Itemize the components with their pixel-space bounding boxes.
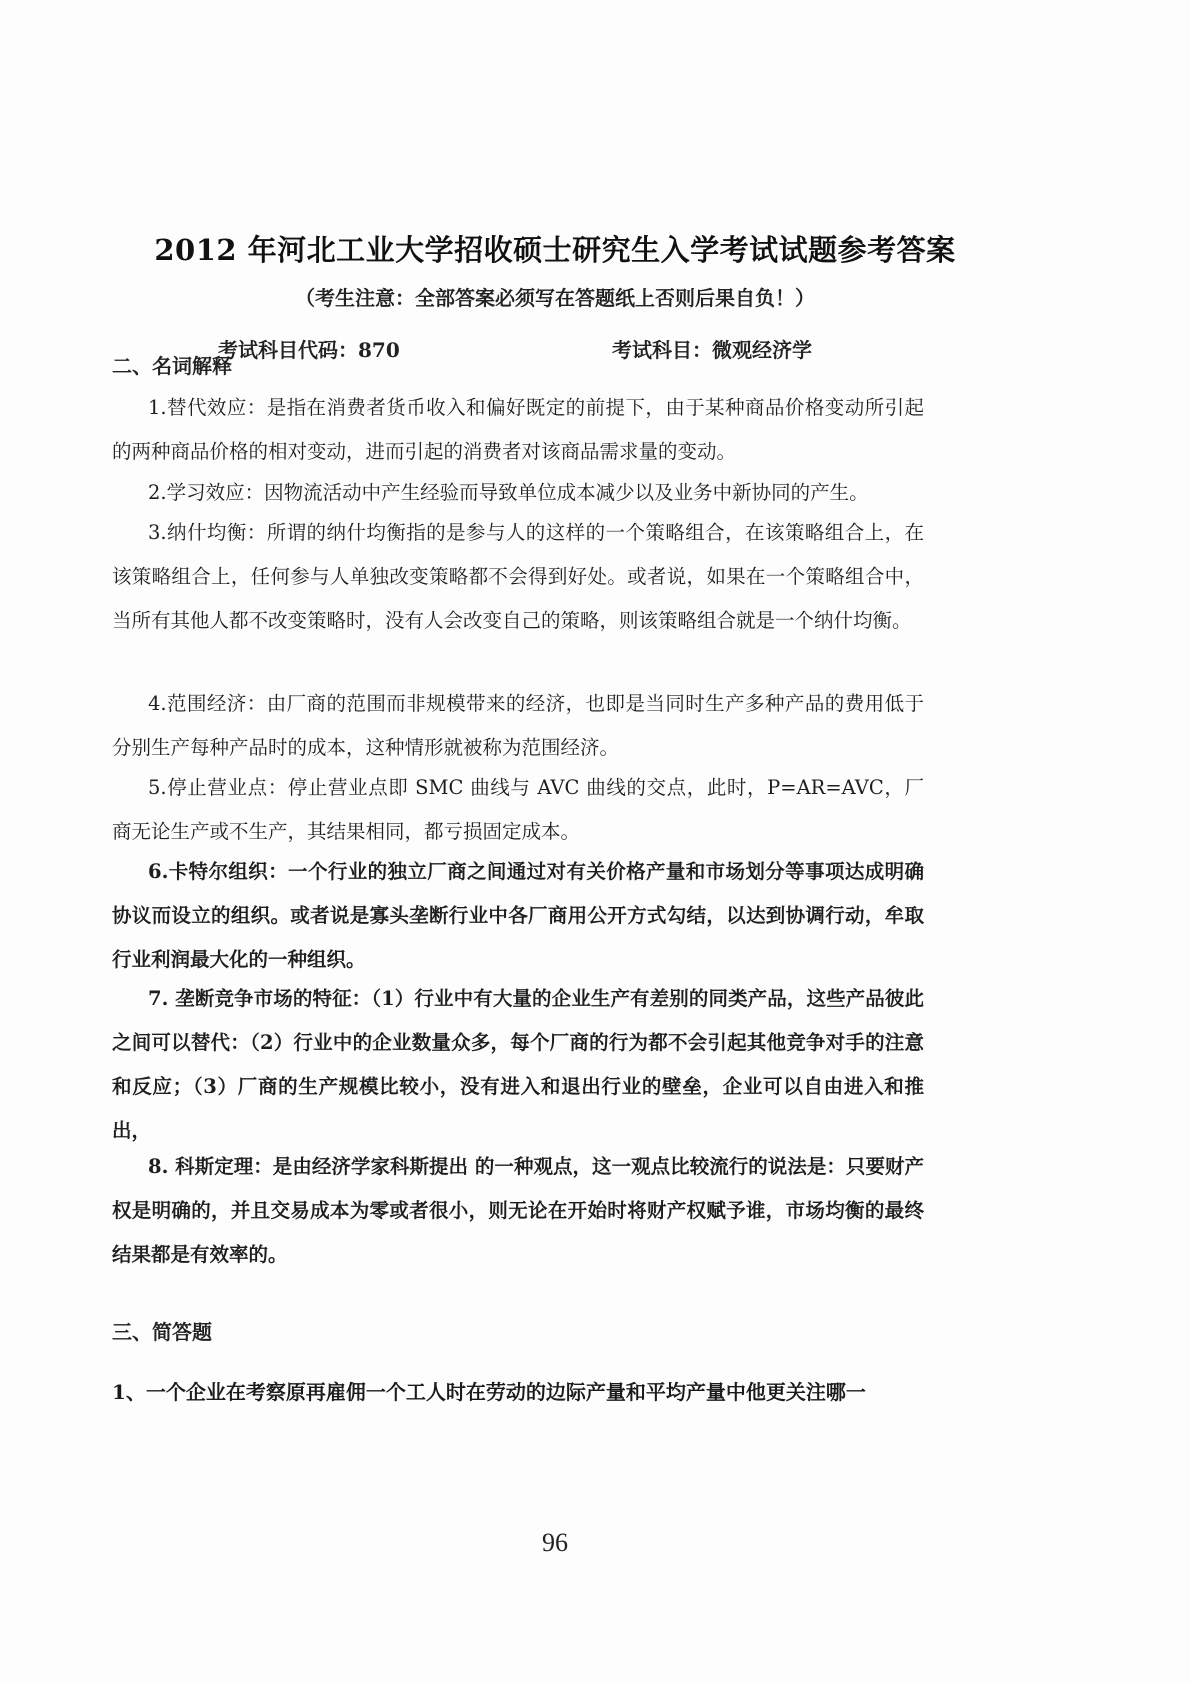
term-shutdown-point: 5.停止营业点：停止营业点即 SMC 曲线与 AVC 曲线的交点，此时，P=AR=AVC，厂商无论生产或不生产，其结果相同，都亏损固定成本。 [112,776,924,843]
section-heading-terms: 二、名词解释 [112,354,232,378]
subject-code: 考试科目代码：870 [218,338,400,362]
section-heading-short-answer: 三、简答题 [112,1320,212,1344]
term-monopolistic-competition: 7. 垄断竞争市场的特征：（1）行业中有大量的企业生产有差别的同类产品，这些产品彼此之间可以替代：（2）行业中的企业数量众多，每个厂商的行为都不会引起其他竞争对手的注意和反应；（3）厂商的生产规模比较小，没有进入和退出行业的壁垒，企业可以自由进入和推出， [112,987,924,1142]
term-cartel: 6.卡特尔组织：一个行业的独立厂商之间通过对有关价格产量和市场划分等事项达成明确协议而设立的组织。或者说是寡头垄断行业中各厂商用公开方式勾结，以达到协调行动，牟取行业利润最大化的一种组织。 [112,860,924,971]
page-number: 96 [542,1528,568,1557]
subject-name: 考试科目：微观经济学 [612,338,812,362]
exam-notice: （考生注意：全部答案必须写在答题纸上否则后果自负！） [295,286,815,310]
short-answer-question-1: 1、一个企业在考察原再雇佣一个工人时在劳动的边际产量和平均产量中他更关注哪一 [112,1380,866,1404]
term-substitution-effect: 1.替代效应：是指在消费者货币收入和偏好既定的前提下，由于某种商品价格变动所引起的两种商品价格的相对变动，进而引起的消费者对该商品需求量的变动。 [112,396,924,463]
term-economies-of-scope: 4.范围经济：由厂商的范围而非规模带来的经济，也即是当同时生产多种产品的费用低于分别生产每种产品时的成本，这种情形就被称为范围经济。 [112,692,924,759]
document-title: 2012 年河北工业大学招收硕士研究生入学考试试题参考答案 [154,233,956,267]
term-learning-effect: 2.学习效应：因物流活动中产生经验而导致单位成本减少以及业务中新协同的产生。 [148,481,869,504]
term-coase-theorem: 8. 科斯定理：是由经济学家科斯提出 的一种观点，这一观点比较流行的说法是：只要财产权是明确的，并且交易成本为零或者很小，则无论在开始时将财产权赋予谁，市场均衡的最终结果都是有效率的。 [112,1155,924,1266]
term-nash-equilibrium: 3.纳什均衡：所谓的纳什均衡指的是参与人的这样的一个策略组合，在该策略组合上，在该策略组合上，任何参与人单独改变策略都不会得到好处。或者说，如果在一个策略组合中，当所有其他人都不改变策略时，没有人会改变自己的策略，则该策略组合就是一个纳什均衡。 [112,521,924,632]
